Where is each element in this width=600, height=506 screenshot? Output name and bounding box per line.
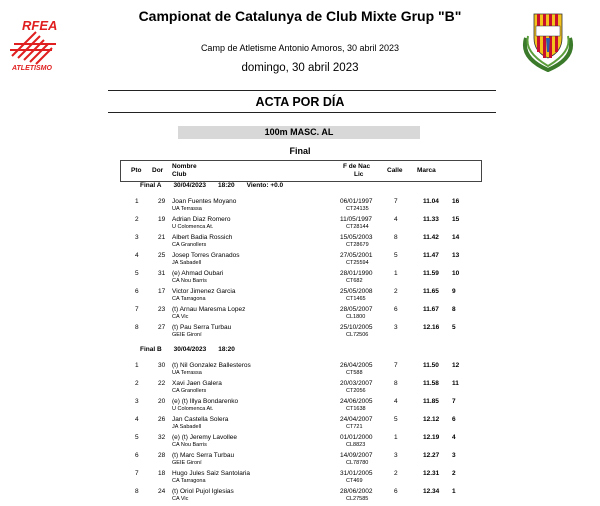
col-dor: Dor [152,167,164,174]
row-mark: 12.16 [423,324,440,331]
athlete-name: (t) Marc Serra Turbau [172,452,235,459]
heat-time: 18:20 [217,182,235,189]
row-mark: 11.58 [423,380,439,387]
logo-left-text: RFEA [22,18,58,33]
athlete-dob: 20/03/2007 [340,380,373,387]
athlete-license: CT2056 [346,388,366,394]
row-lane: 5 [394,252,398,259]
row-bib: 29 [158,198,166,205]
row-position: 3 [135,398,139,405]
col-pto: Pto [131,167,142,174]
row-bib: 23 [158,306,166,313]
row-points: 7 [452,398,456,405]
athlete-name: (t) Oriol Pujol Iglesias [172,488,234,495]
table-row [0,470,600,488]
athlete-name: Albert Badia Rossich [172,234,233,241]
row-points: 15 [452,216,460,223]
row-position: 5 [135,434,139,441]
athlete-name: (e) (t) Illya Bondarenko [172,398,239,405]
heat-header [140,182,295,189]
row-lane: 2 [394,470,398,477]
athlete-club: UA Terrassa [172,206,202,212]
athlete-license: CT24135 [346,206,369,212]
athlete-license: CL78780 [346,460,369,466]
athlete-license: CT721 [346,424,363,430]
athlete-name: Jan Castella Solera [172,416,229,423]
athlete-club: U Colomenca At. [172,224,214,230]
row-points: 6 [452,416,456,423]
row-lane: 3 [394,452,398,459]
row-bib: 22 [158,380,166,387]
venue-subtitle: Camp de Atletisme Antonio Amoros, 30 abril 2023 [200,43,400,53]
athlete-club: CA Granollers [172,388,207,394]
row-lane: 1 [394,270,398,277]
table-row [0,216,600,234]
athlete-name: Joan Fuentes Moyano [172,198,237,205]
athlete-dob: 25/10/2005 [340,324,373,331]
row-bib: 20 [158,398,166,405]
heat-date: 30/04/2023 [173,346,207,353]
row-position: 8 [135,324,139,331]
row-lane: 2 [394,288,398,295]
table-row [0,362,600,380]
row-bib: 30 [158,362,166,369]
row-lane: 3 [394,324,398,331]
row-points: 11 [452,380,459,387]
athlete-dob: 24/04/2007 [340,416,373,423]
athlete-name: (e) Ahmad Oubari [172,270,224,277]
round-name: Final [289,146,311,156]
row-position: 3 [135,234,139,241]
row-mark: 12.19 [423,434,440,441]
table-row [0,434,600,452]
row-mark: 11.33 [423,216,439,223]
row-points: 16 [452,198,460,205]
athlete-license: CT1465 [346,296,366,302]
heat-name: Final A [140,182,162,189]
athlete-license: CT588 [346,370,363,376]
row-lane: 5 [394,416,398,423]
event-name: 100m MASC. AL [178,126,420,139]
athlete-dob: 01/01/2000 [340,434,373,441]
row-lane: 6 [394,488,398,495]
heat-time: 18:20 [218,346,235,353]
row-points: 10 [452,270,460,277]
athlete-dob: 06/01/1997 [340,198,373,205]
row-mark: 11.47 [423,252,439,259]
row-position: 6 [135,452,139,459]
row-mark: 11.50 [423,362,439,369]
row-position: 2 [135,216,139,223]
athlete-club: U Colomenca At. [172,406,214,412]
row-points: 12 [452,362,460,369]
divider [108,90,496,91]
row-mark: 11.65 [423,288,439,295]
athlete-club: CA Vic [172,314,189,320]
athlete-club: CA Nou Barris [172,442,207,448]
table-row [0,270,600,288]
athlete-name: Xavi Jaen Galera [172,380,222,387]
table-row [0,252,600,270]
athlete-club: GEIE Gironí [172,332,202,338]
row-points: 8 [452,306,456,313]
row-lane: 1 [394,434,398,441]
row-position: 4 [135,252,139,259]
row-lane: 8 [394,234,398,241]
heat-date: 30/04/2023 [173,182,206,189]
row-bib: 25 [158,252,166,259]
row-mark: 12.34 [423,488,440,495]
athlete-license: CT25594 [346,260,369,266]
athlete-dob: 11/05/1997 [340,216,373,223]
divider [108,112,496,113]
table-row [0,416,600,434]
row-points: 3 [452,452,456,459]
athlete-dob: 28/05/2007 [340,306,373,313]
row-points: 9 [452,288,456,295]
athlete-club: JA Sabadell [172,260,202,266]
row-lane: 7 [394,198,398,205]
row-position: 8 [135,488,139,495]
heat-header [140,346,259,353]
row-bib: 31 [158,270,166,277]
row-position: 1 [135,198,139,205]
athlete-club: UA Terrassa [172,370,202,376]
row-points: 5 [452,324,456,331]
athlete-dob: 28/06/2002 [340,488,373,495]
athlete-club: JA Sabadell [172,424,202,430]
row-points: 1 [452,488,456,495]
athlete-license: CT28679 [346,242,369,248]
athlete-dob: 24/06/2005 [340,398,373,405]
athlete-name: (t) Nil Gonzalez Ballesteros [172,362,251,369]
athlete-dob: 27/05/2001 [340,252,373,259]
athlete-club: CA Granollers [172,242,207,248]
athlete-license: CL72506 [346,332,369,338]
row-position: 5 [135,270,139,277]
row-mark: 12.27 [423,452,440,459]
athlete-name: (t) Pau Serra Turbau [172,324,232,331]
row-mark: 12.12 [423,416,440,423]
acta-heading: ACTA POR DÍA [255,95,345,109]
athlete-license: CT28144 [346,224,369,230]
row-points: 4 [452,434,456,441]
athlete-license: CT1638 [346,406,366,412]
athlete-name: (t) Arnau Maresma Lopez [172,306,246,313]
athlete-name: Adrian Diaz Romero [172,216,231,223]
table-row [0,324,600,342]
athlete-dob: 15/05/2003 [340,234,373,241]
athlete-name: Hugo Jules Saiz Santolaria [172,470,251,477]
athlete-license: CL27585 [346,496,369,502]
col-nombre: Nombre [172,163,197,170]
page-title: Campionat de Catalunya de Club Mixte Grup "B" [138,8,462,24]
athlete-dob: 25/05/2008 [340,288,373,295]
row-position: 2 [135,380,139,387]
row-points: 13 [452,252,460,259]
row-points: 14 [452,234,460,241]
col-club: Club [172,171,187,178]
row-mark: 11.59 [423,270,439,277]
row-lane: 6 [394,306,398,313]
athlete-club: CA Tarragona [172,478,206,484]
row-bib: 17 [158,288,166,295]
row-lane: 4 [394,216,398,223]
athlete-club: CA Nou Barris [172,278,207,284]
athlete-club: CA Tarragona [172,296,206,302]
row-mark: 11.67 [423,306,439,313]
athlete-dob: 14/09/2007 [340,452,373,459]
athlete-name: Josep Torres Granados [172,252,240,259]
row-lane: 7 [394,362,398,369]
row-mark: 11.42 [423,234,439,241]
table-row [0,380,600,398]
athlete-license: CL1800 [346,314,366,320]
row-position: 4 [135,416,139,423]
row-mark: 12.31 [423,470,440,477]
row-bib: 24 [158,488,166,495]
row-bib: 18 [158,470,166,477]
col-fnac: F de Nac [343,163,371,170]
heat-wind: Viento: +0.0 [246,182,284,189]
athlete-dob: 31/01/2005 [340,470,373,477]
heat-name: Final B [140,346,162,353]
row-bib: 26 [158,416,166,423]
athlete-club: GEIE Gironí [172,460,202,466]
row-mark: 11.85 [423,398,439,405]
athlete-license: CT682 [346,278,363,284]
row-position: 7 [135,470,139,477]
athlete-dob: 26/04/2005 [340,362,373,369]
row-position: 7 [135,306,139,313]
table-row [0,198,600,216]
row-bib: 32 [158,434,166,441]
table-row [0,306,600,324]
athlete-club: CA Vic [172,496,189,502]
athlete-license: CL8823 [346,442,366,448]
col-calle: Calle [387,167,403,174]
table-row [0,288,600,306]
athlete-license: CT469 [346,478,363,484]
col-lic: Lic [354,171,364,178]
col-marca: Marca [417,167,436,174]
row-position: 1 [135,362,139,369]
row-bib: 19 [158,216,166,223]
table-row [0,488,600,506]
athlete-name: (e) (t) Jeremy Lavollee [172,434,238,441]
athlete-name: Victor Jimenez Garcia [172,288,236,295]
row-mark: 11.04 [423,198,439,205]
logo-left-sub: ATLETISMO [12,65,52,72]
table-row [0,452,600,470]
table-row [0,398,600,416]
row-lane: 4 [394,398,398,405]
row-position: 6 [135,288,139,295]
row-lane: 8 [394,380,398,387]
row-bib: 27 [158,324,166,331]
row-bib: 28 [158,452,166,459]
athlete-dob: 28/01/1990 [340,270,373,277]
table-header [120,160,482,182]
table-row [0,234,600,252]
row-points: 2 [452,470,456,477]
row-bib: 21 [158,234,166,241]
event-date: domingo, 30 abril 2023 [241,62,359,74]
